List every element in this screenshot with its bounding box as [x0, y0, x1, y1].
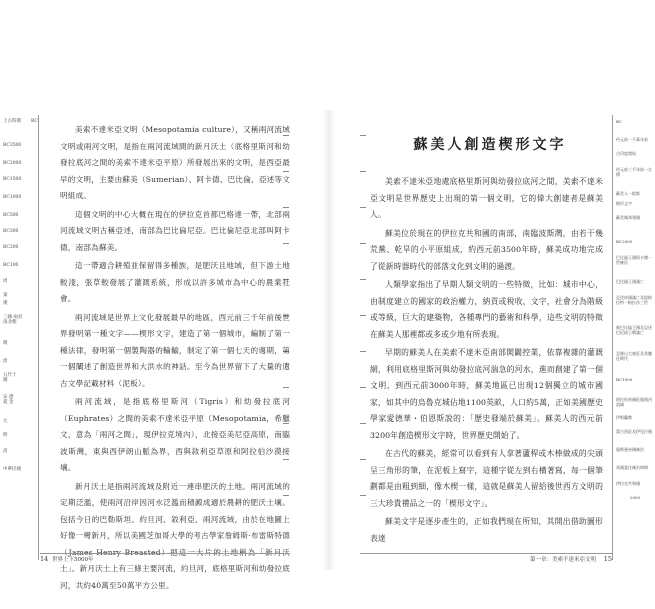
right-page-body — [370, 174, 603, 549]
timeline-label: BC200 — [3, 245, 19, 250]
timeline-label: BC3500 — [3, 143, 22, 148]
timeline-label: 2000 — [629, 495, 641, 500]
tick-mark — [360, 243, 366, 244]
timeline-label: 奧斯曼帝國統治 — [616, 447, 644, 452]
timeline-label: 蒙古西征及伊兒汗國 — [616, 429, 652, 434]
timeline-label: 約元前三千年前一左傳 — [616, 167, 652, 177]
timeline-label: 阿拉伯帝國征服兩河流域 — [616, 397, 652, 407]
timeline-label: 漢 — [3, 301, 8, 306]
timeline-label: BC300 — [3, 229, 19, 234]
paragraph: 兩河流域，是指底格里斯河（Tigris）和幼發拉底河（Euphrates）之間的美索不達米亞平原（Mesopotamia，希臘文，意為「兩河之間」，現伊拉克境內），北接亞美尼亞高原，南臨波斯灣，東與西伊朗山脈為界，西與敘利亞草原和阿拉伯沙漠接壤。 — [60, 397, 290, 472]
timeline-label: 中華民國 — [3, 467, 21, 472]
timeline-label: 清 — [3, 449, 8, 454]
timeline-label: 宋 遼 夏 金 — [3, 395, 14, 405]
timeline-label: BC500 — [3, 213, 19, 218]
section-title: 蘇美人創造楔形文字 — [413, 137, 567, 153]
timeline-label: 英國委任統治時期 — [616, 465, 648, 470]
timeline-label: BC — [616, 119, 623, 124]
timeline-label: BC1000 — [616, 377, 633, 382]
tick-mark — [360, 351, 366, 352]
paragraph: 人類學家指出了早期人類文明的一些特徵，比如：城市中心，由制度建立的國家的政治權力，納貢或稅收，文字，社會分為階級或等級，巨大的建築物，各種專門的藝術和科學，這些文明的特徵在蘇美人那裡都或多或少地有所表現。 — [370, 280, 603, 339]
paragraph: 新月沃土是指兩河流域及附近一連串肥沃的土地。兩河流域的定期泛濫，使兩河沿岸因河水泛濫而積澱成適於農耕的肥沃土壤。包括今日的巴勒斯坦、約旦河、敘利亞、兩河流域，由於在地圖上好像一彎新月，所以美國芝加哥大學的考古學家詹姆斯·布雷斯特德（James Henry Breasted）把這一大片的土地稱為「新月沃土」。新月沃土上有三條主要河流，約旦河，底格里斯河和幼發拉底河，共約40萬至50萬平方公里。 — [60, 481, 291, 590]
timeline-label: 蘇美人一般都 — [616, 191, 640, 196]
timeline-label: 秦 — [3, 293, 8, 298]
tick-mark — [360, 495, 366, 496]
paragraph: 這個文明的中心大概在現在的伊拉克首都巴格達一帶，北部兩河流域文明古稱亞述，南部為巴比倫尼亞。巴比倫尼亞北部叫阿卡德，南部為蘇美。 — [60, 209, 290, 252]
timeline-label: 伊拉克共和國 — [616, 481, 640, 486]
timeline-label: 古印度開始 — [616, 151, 636, 156]
timeline-label: 五代十國 — [3, 373, 17, 383]
book-title: 世界上下5000年 — [52, 557, 94, 563]
paragraph: 兩河流域是世界上文化發展最早的地區，西元前三千年前後世界發明第一種文字——楔形文字，建造了第一個城市，編制了第一種法律，發明第一個製陶器的輪輸，制定了第一個七天的週期，第一個闡述了創造世界和大洪水的神話。至今為世界留下了大量的遺古文學記載材料（泥板）。 — [60, 312, 290, 388]
paragraph: 美索不達米亞文明（Mesopotamia culture），又稱兩河流域文明或兩河文明，是指在兩河流域間的新月沃土（底格里斯河和幼發拉底河之間的美索不達米亞平原）所發展出來的文明，是西亞最早的文明，主要由蘇美（Sumerian）、阿卡德、巴比倫、亞述等文明組成。 — [60, 125, 290, 200]
page-number: 15 — [603, 555, 612, 563]
timeline-label: 蘇美城邦建國 — [616, 215, 640, 220]
timeline-label: 明 — [3, 433, 8, 438]
paragraph: 在古代的蘇美，經常可以看到有人拿著蘆桿或木棒做成的尖頭呈三角形的筆，在泥板上寫字，這種字從左到右橫著寫，每一個筆劃都是由粗到細，像木楔一樣，這就是蘇美人留給後世西方文明的三大珍貴禮品之一的「楔形文字」。 — [370, 449, 603, 508]
timeline-label: 巴比倫王國阿卡德一世統治 — [616, 255, 652, 265]
paragraph: 蘇美位於現在的伊拉克共和國的南部，南臨波斯灣，由若干幾荒蕪、乾旱的小平原組成，約西元前3500年時，蘇美成功地完成了從新時器時代的部落文化到文明的過渡。 — [370, 228, 603, 271]
timeline-label: 隋 — [3, 341, 8, 346]
tick-mark — [360, 135, 366, 136]
right-page-footer — [360, 553, 612, 563]
timeline-label: BC — [31, 119, 38, 124]
chapter-title: 第一章：美索不達米亞文明 — [529, 557, 596, 563]
timeline-label: 上古時期 — [3, 119, 21, 124]
timeline-label: 三國 兩晉 南北朝 — [3, 315, 23, 325]
right-timeline-rule — [612, 115, 613, 560]
timeline-label: 周 — [3, 279, 8, 284]
timeline-label: 亞歷山大東征及希臘化時代 — [616, 351, 652, 361]
paragraph: 這一帶適合耕殖並保留得多種族，是肥沃且地域，但下游土地較淺，張草較發展了灌溉系統，形成以許多城市為中心的農業社會。 — [60, 261, 290, 303]
book-gutter — [323, 110, 335, 570]
timeline-label: BC1000 — [3, 195, 22, 200]
tick-mark — [360, 423, 366, 424]
timeline-label: BC2000 — [616, 239, 633, 244]
timeline-label: 巴比倫王國滅亡 — [616, 279, 644, 284]
tick-mark — [360, 207, 366, 208]
timeline-label: 伊斯蘭教 — [616, 415, 632, 420]
tick-mark — [360, 315, 366, 316]
timeline-label: BC100 — [3, 263, 19, 268]
tick-mark — [360, 459, 366, 460]
timeline-label: 約元前一千萬年前 — [616, 137, 648, 142]
tick-mark — [360, 387, 366, 388]
timeline-label: 亞述帝國滅亡及提格拉特一帕拉沙三世 — [616, 295, 652, 305]
tick-mark — [360, 171, 366, 172]
timeline-label: BC2000 — [3, 161, 22, 166]
left-page-footer — [40, 553, 290, 563]
left-timeline-rule — [38, 115, 39, 560]
timeline-label: BC1500 — [3, 177, 22, 182]
timeline-label: 楔形文字 — [616, 201, 632, 206]
timeline-label: 新巴比倫王國及亞述巴尼拔王朝滅亡 — [616, 325, 652, 335]
tick-mark — [360, 279, 366, 280]
page-number: 14 — [40, 555, 49, 563]
timeline-label: 唐 — [3, 359, 8, 364]
timeline-label: 元 — [3, 419, 8, 424]
paragraph: 美索不達米亞地處底格里斯河與幼發拉底河之間，美索不達米亞文明是世界歷史上出現的第一個文明，它的偉大創建者是蘇美人。 — [370, 177, 603, 219]
paragraph: 早期的蘇美人在美索不達米亞南部開闢控業，依靠複雜的灌溉網，利用底格里斯河與幼發拉底河湍急的河水，進而創建了第一個文明，到西元前3000年時，蘇美地區已出現12個獨立的城市國家，如其中的烏魯克城佔地1100英畝，人口約5萬，正如美國歷史學家愛德華・伯恩斯說的：「歷史發端於蘇美」。蘇美人的西元前3200年創造楔形文字時，世界歷史開始了。 — [370, 348, 603, 440]
paragraph: 蘇美文字是逐步產生的，正如我們現在所知，其開出借助圖形表達 — [370, 517, 603, 543]
left-page-body — [60, 122, 290, 596]
